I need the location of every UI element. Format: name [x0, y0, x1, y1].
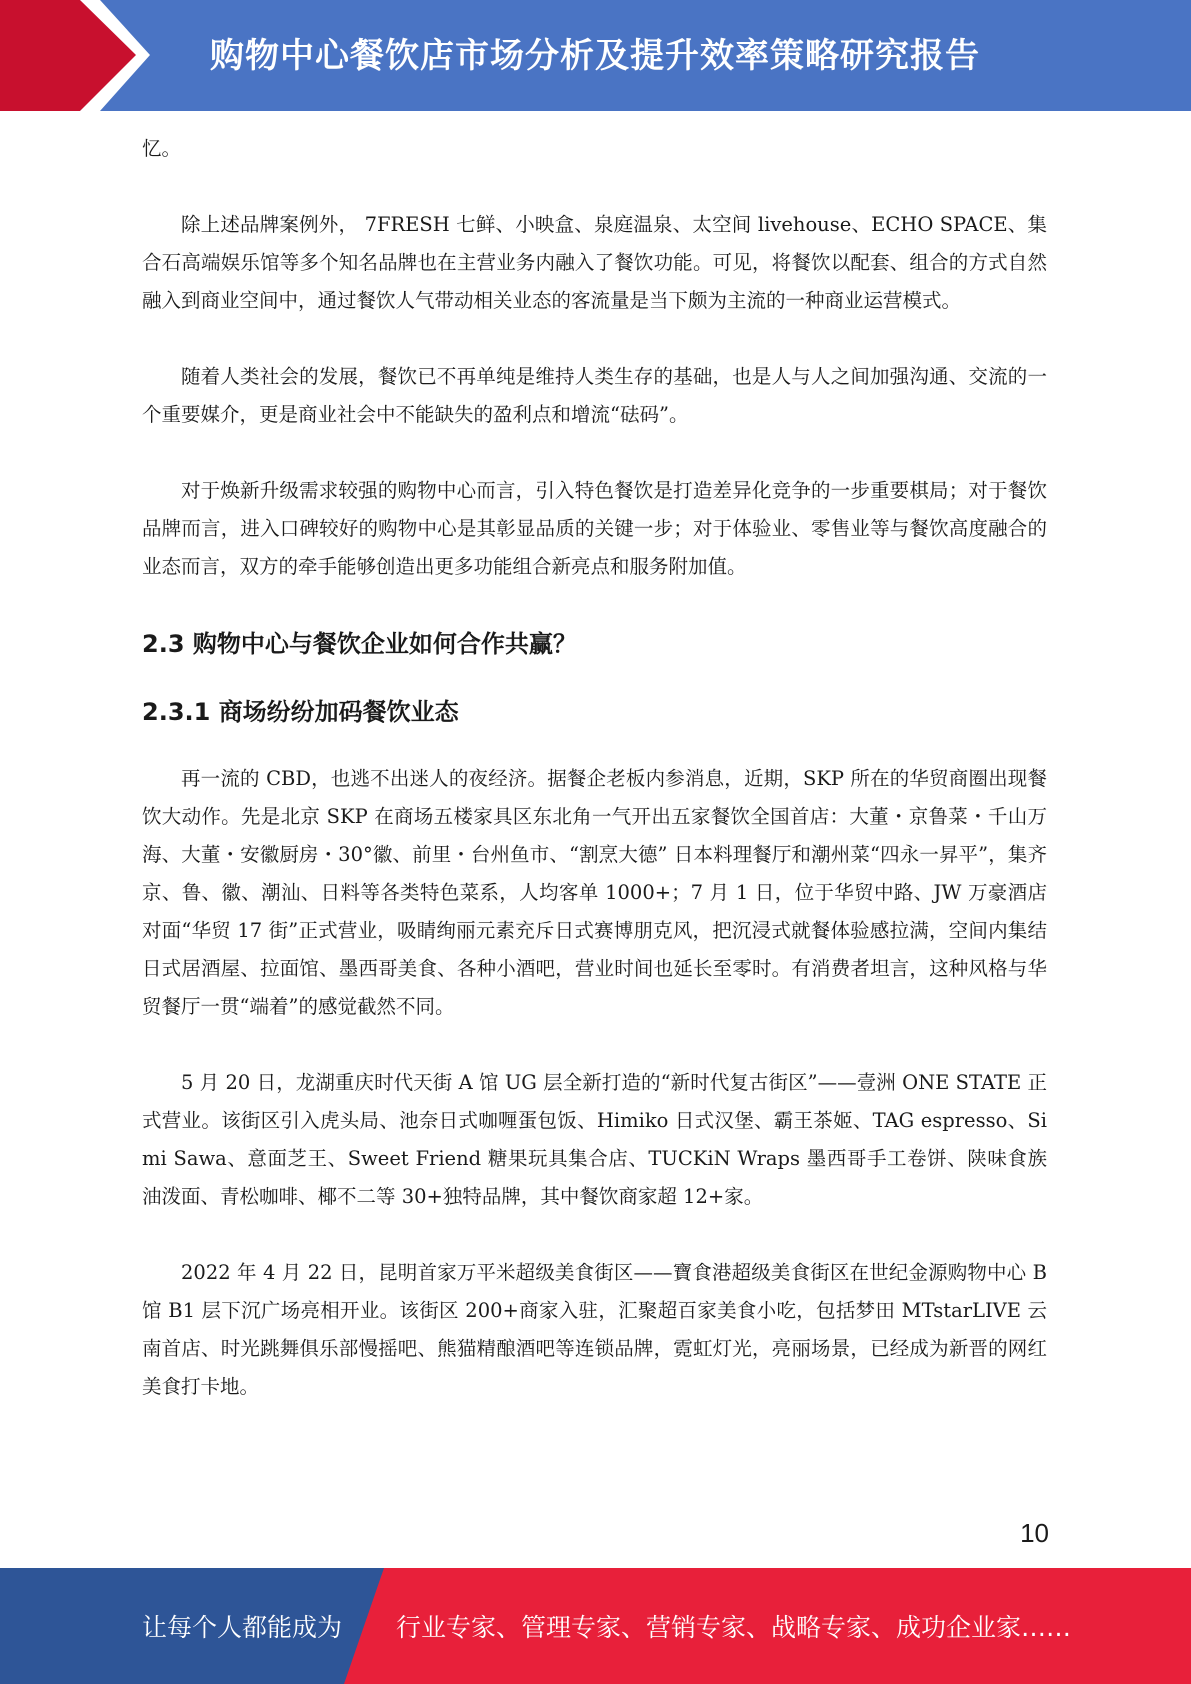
- paragraph-6: 2022 年 4 月 22 日，昆明首家万平米超级美食街区——寶食港超级美食街区在世纪金源购物中心 B 馆 B1 层下沉广场亮相开业。该街区 200+商家入驻，汇聚超百家美食小吃，包括梦田 MTstarLIVE 云南首店、时光跳舞俱乐部慢摇吧、熊猫精酿酒吧等连锁品牌，霓虹灯光，亮丽场景，已经成为新晋的网红美食打卡地。: [142, 1261, 1047, 1398]
- paragraph-1: 除上述品牌案例外， 7FRESH 七鲜、小映盒、泉庭温泉、太空间 livehouse、ECHO SPACE、集合石高端娱乐馆等多个知名品牌也在主营业务内融入了餐饮功能。可见，将餐饮以配套、组合的方式自然融入到商业空间中，通过餐饮人气带动相关业态的客流量是当下颇为主流的一种商业运营模式。: [142, 213, 1047, 312]
- footer-slogan-left: 让每个人都能成为: [142, 1613, 343, 1642]
- paragraph-4: 再一流的 CBD，也逃不出迷人的夜经济。据餐企老板内参消息，近期，SKP 所在的华贸商圈出现餐饮大动作。先是北京 SKP 在商场五楼家具区东北角一气开出五家餐饮全国首店：大董・京鲁菜・千山万海、大董・安徽厨房・30°徽、前里・台州鱼市、“割烹大德” 日本料理餐厅和潮州菜“四永一昇平”，集齐京、鲁、徽、潮汕、日料等各类特色菜系，人均客单 1000+；7 月 1 日，位于华贸中路、JW 万豪酒店对面“华贸 17 街”正式营业，吸睛绚丽元素充斥日式赛博朋克风，把沉浸式就餐体验感拉满，空间内集结日式居酒屋、拉面馆、墨西哥美食、各种小酒吧，营业时间也延长至零时。有消费者坦言，这种风格与华贸餐厅一贯“端着”的感觉截然不同。: [142, 767, 1047, 1018]
- page-footer: [0, 1568, 1191, 1684]
- paragraph-2: 随着人类社会的发展，餐饮已不再单纯是维持人类生存的基础，也是人与人之间加强沟通、交流的一个重要媒介，更是商业社会中不能缺失的盈利点和增流“砝码”。: [142, 365, 1047, 426]
- paragraph-3: 对于焕新升级需求较强的购物中心而言，引入特色餐饮是打造差异化竞争的一步重要棋局；对于餐饮品牌而言，进入口碑较好的购物中心是其彰显品质的关键一步；对于体验业、零售业等与餐饮高度融合的业态而言，双方的牵手能够创造出更多功能组合新亮点和服务附加值。: [142, 479, 1047, 578]
- subsection-heading-2-3-1: 2.3.1 商场纷纷加码餐饮业态: [142, 698, 459, 726]
- section-heading-2-3: 2.3 购物中心与餐饮企业如何合作共赢？: [142, 630, 577, 658]
- paragraph-continued: 忆。: [142, 137, 182, 160]
- page-header: [0, 0, 1191, 111]
- document-title: 购物中心餐饮店市场分析及提升效率策略研究报告: [210, 36, 980, 76]
- footer-slogan-right: 行业专家、管理专家、营销专家、战略专家、成功企业家……: [396, 1613, 1072, 1642]
- page-number: 10: [1020, 1518, 1049, 1548]
- paragraph-5: 5 月 20 日，龙湖重庆时代天街 A 馆 UG 层全新打造的“新时代复古街区”——壹洲 ONE STATE 正式营业。该街区引入虎头局、池奈日式咖喱蛋包饭、Himiko 日式汉堡、霸王茶姬、TAG espresso、Simi Sawa、意面芝王、Sweet Friend 糖果玩具集合店、TUCKiN Wraps 墨西哥手工卷饼、陕味食族油泼面、青松咖啡、椰不二等 30+独特品牌，其中餐饮商家超 12+家。: [142, 1071, 1047, 1208]
- page-content: [142, 130, 1047, 1444]
